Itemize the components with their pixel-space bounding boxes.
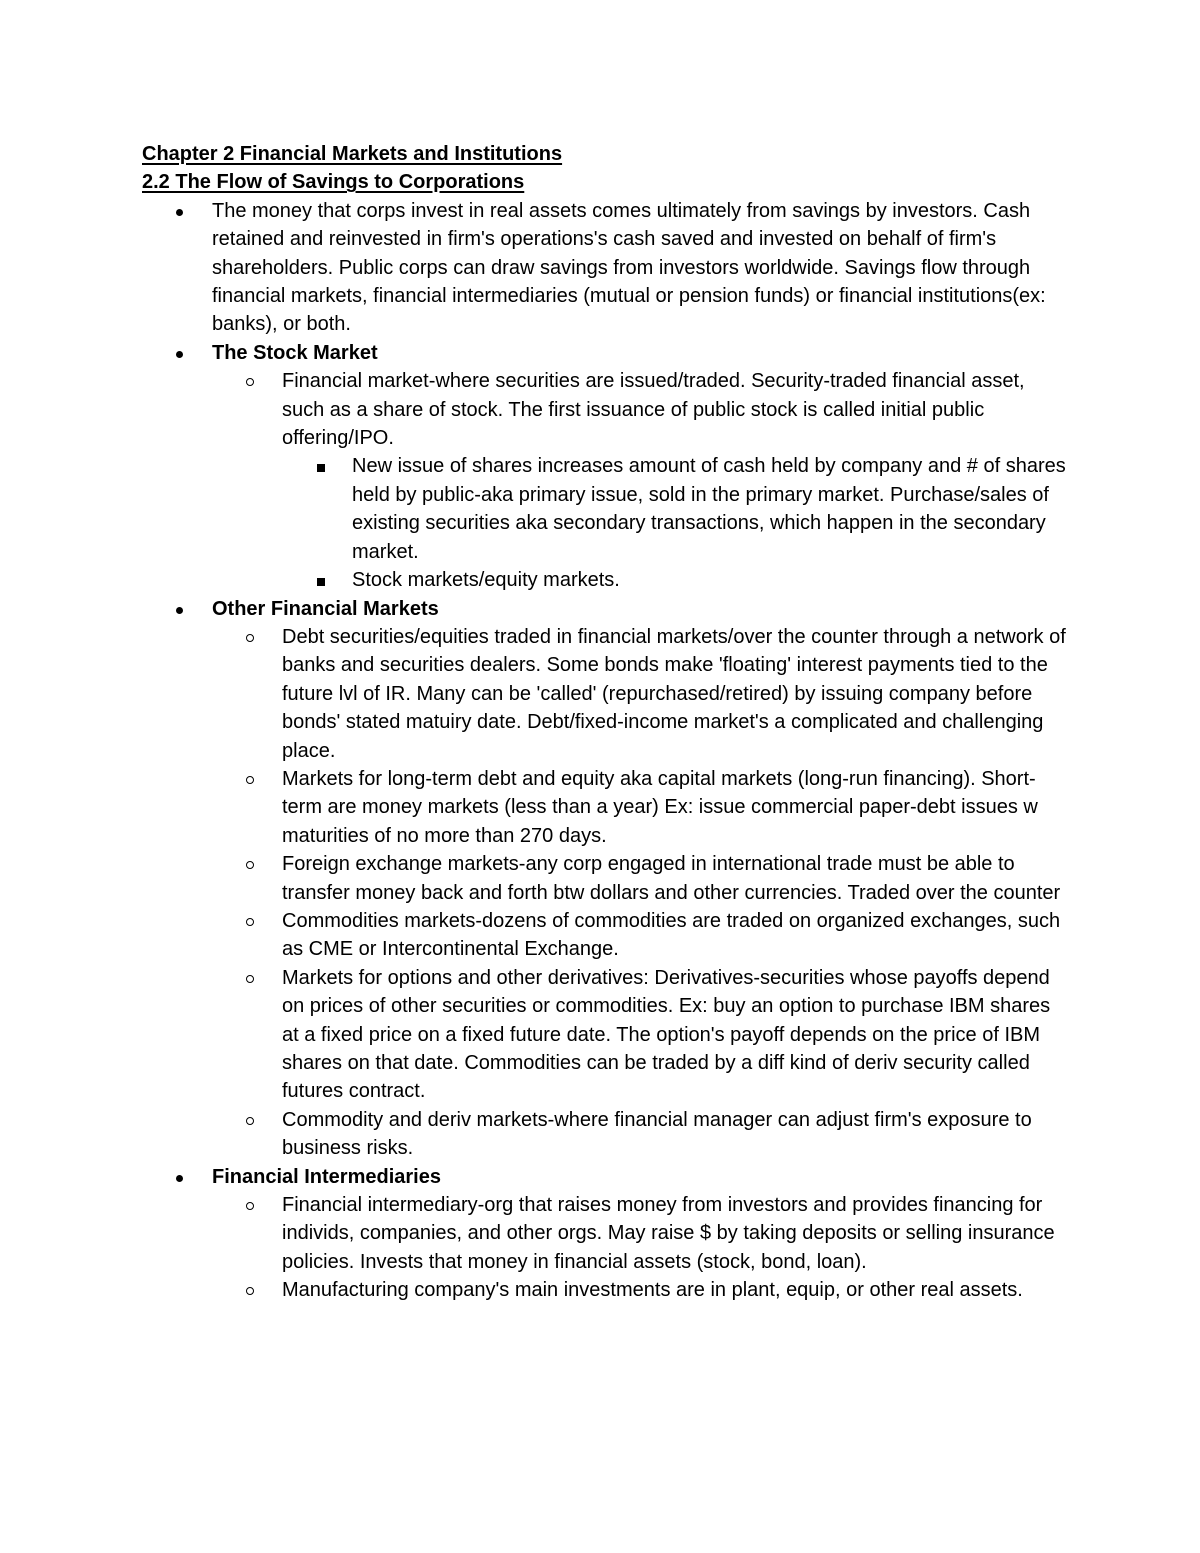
- stock-market-list: [212, 367, 1072, 594]
- other-markets-item-2: Markets for long-term debt and equity aka capital markets (long-run financing). Short-term are money markets (less than a year) Ex: issue commercial paper-debt issues w maturities of no more than 270 days.: [282, 767, 1038, 847]
- circle-bullet-icon: [246, 634, 254, 642]
- circle-bullet-icon: [246, 776, 254, 784]
- stock-market-sublist: [282, 452, 1072, 594]
- intermediaries-item-2: Manufacturing company's main investments are in plant, equip, or other real assets.: [282, 1279, 1023, 1302]
- list-item: [212, 1106, 1072, 1163]
- intermediaries-heading: Financial Intermediaries: [212, 1165, 441, 1188]
- list-item: [212, 850, 1072, 907]
- list-item-other-markets: [142, 595, 1072, 1163]
- circle-bullet-icon: [246, 975, 254, 983]
- list-item: [212, 1191, 1072, 1276]
- stock-market-heading: The Stock Market: [212, 341, 378, 364]
- other-markets-item-3: Foreign exchange markets-any corp engaged in international trade must be able to transfer money back and forth btw dollars and other currencies. Traded over the counter: [282, 853, 1061, 904]
- list-item: [212, 907, 1072, 964]
- list-item-stock-market: [142, 339, 1072, 595]
- top-level-list: [142, 197, 1072, 1305]
- stock-market-item-1: Financial market-where securities are issued/traded. Security-traded financial asset, such as a share of stock. The first issuance of public stock is called initial public offering/IPO.: [282, 370, 1025, 450]
- intermediaries-item-1: Financial intermediary-org that raises money from investors and provides financing for individs, companies, and other orgs. May raise $ by taking deposits or selling insurance policies. Invests that money in financial assets (stock, bond, loan).: [282, 1194, 1055, 1273]
- other-markets-list: [212, 623, 1072, 1163]
- circle-bullet-icon: [246, 378, 254, 386]
- list-item-intermediaries: [142, 1163, 1072, 1305]
- list-item-intro: [142, 197, 1072, 339]
- disc-bullet-icon: [176, 351, 183, 358]
- disc-bullet-icon: [176, 1175, 183, 1182]
- circle-bullet-icon: [246, 861, 254, 869]
- disc-bullet-icon: [176, 607, 183, 614]
- other-markets-item-5: Markets for options and other derivatives: Derivatives-securities whose payoffs depend on prices of other securities or commodities. Ex: buy an option to purchase IBM shares at a fixed price on a fixed future date. The option's payoff depends on the price of IBM shares on that date. Commodities can be traded by a diff kind of deriv security called futures contract.: [282, 966, 1051, 1103]
- list-item: [212, 964, 1072, 1106]
- circle-bullet-icon: [246, 1202, 254, 1210]
- stock-market-sub-1: New issue of shares increases amount of cash held by company and # of shares held by public-aka primary issue, sold in the primary market. Purchase/sales of existing securities aka secondary transactions, which happen in the secondary market.: [352, 455, 1066, 563]
- list-item: [212, 1276, 1072, 1304]
- list-item: [212, 623, 1072, 765]
- square-bullet-icon: [317, 578, 325, 586]
- list-item: [212, 765, 1072, 850]
- other-markets-item-1: Debt securities/equities traded in financial markets/over the counter through a network of banks and securities dealers. Some bonds make 'floating' interest payments tied to the future lvl of IR. Many can be 'called' (repurchased/retired) by issuing company before bonds' stated matuiry date. Debt/fixed-income market's a complicated and challenging place.: [282, 625, 1066, 762]
- circle-bullet-icon: [246, 1287, 254, 1295]
- document-page: [142, 140, 1072, 1305]
- list-item: [212, 367, 1072, 594]
- disc-bullet-icon: [176, 209, 183, 216]
- intermediaries-list: [212, 1191, 1072, 1305]
- other-markets-item-4: Commodities markets-dozens of commodities are traded on organized exchanges, such as CME or Intercontinental Exchange.: [282, 909, 1061, 961]
- section-title: 2.2 The Flow of Savings to Corporations: [142, 171, 525, 194]
- intro-text: The money that corps invest in real assets comes ultimately from savings by investors. Cash retained and reinvested in firm's operations's cash saved and invested on behalf of firm's shareholders. Public corps can draw savings from investors worldwide. Savings flow through financial markets, financial intermediaries (mutual or pension funds) or financial institutions(ex: banks), or both.: [212, 199, 1046, 336]
- circle-bullet-icon: [246, 918, 254, 926]
- list-item: [282, 566, 1072, 594]
- circle-bullet-icon: [246, 1117, 254, 1125]
- chapter-title: Chapter 2 Financial Markets and Institutions: [142, 143, 563, 165]
- stock-market-sub-2: Stock markets/equity markets.: [352, 569, 620, 592]
- list-item: [282, 452, 1072, 566]
- other-markets-item-6: Commodity and deriv markets-where financial manager can adjust firm's exposure to business risks.: [282, 1108, 1032, 1160]
- other-markets-heading: Other Financial Markets: [212, 597, 439, 620]
- square-bullet-icon: [317, 464, 325, 472]
